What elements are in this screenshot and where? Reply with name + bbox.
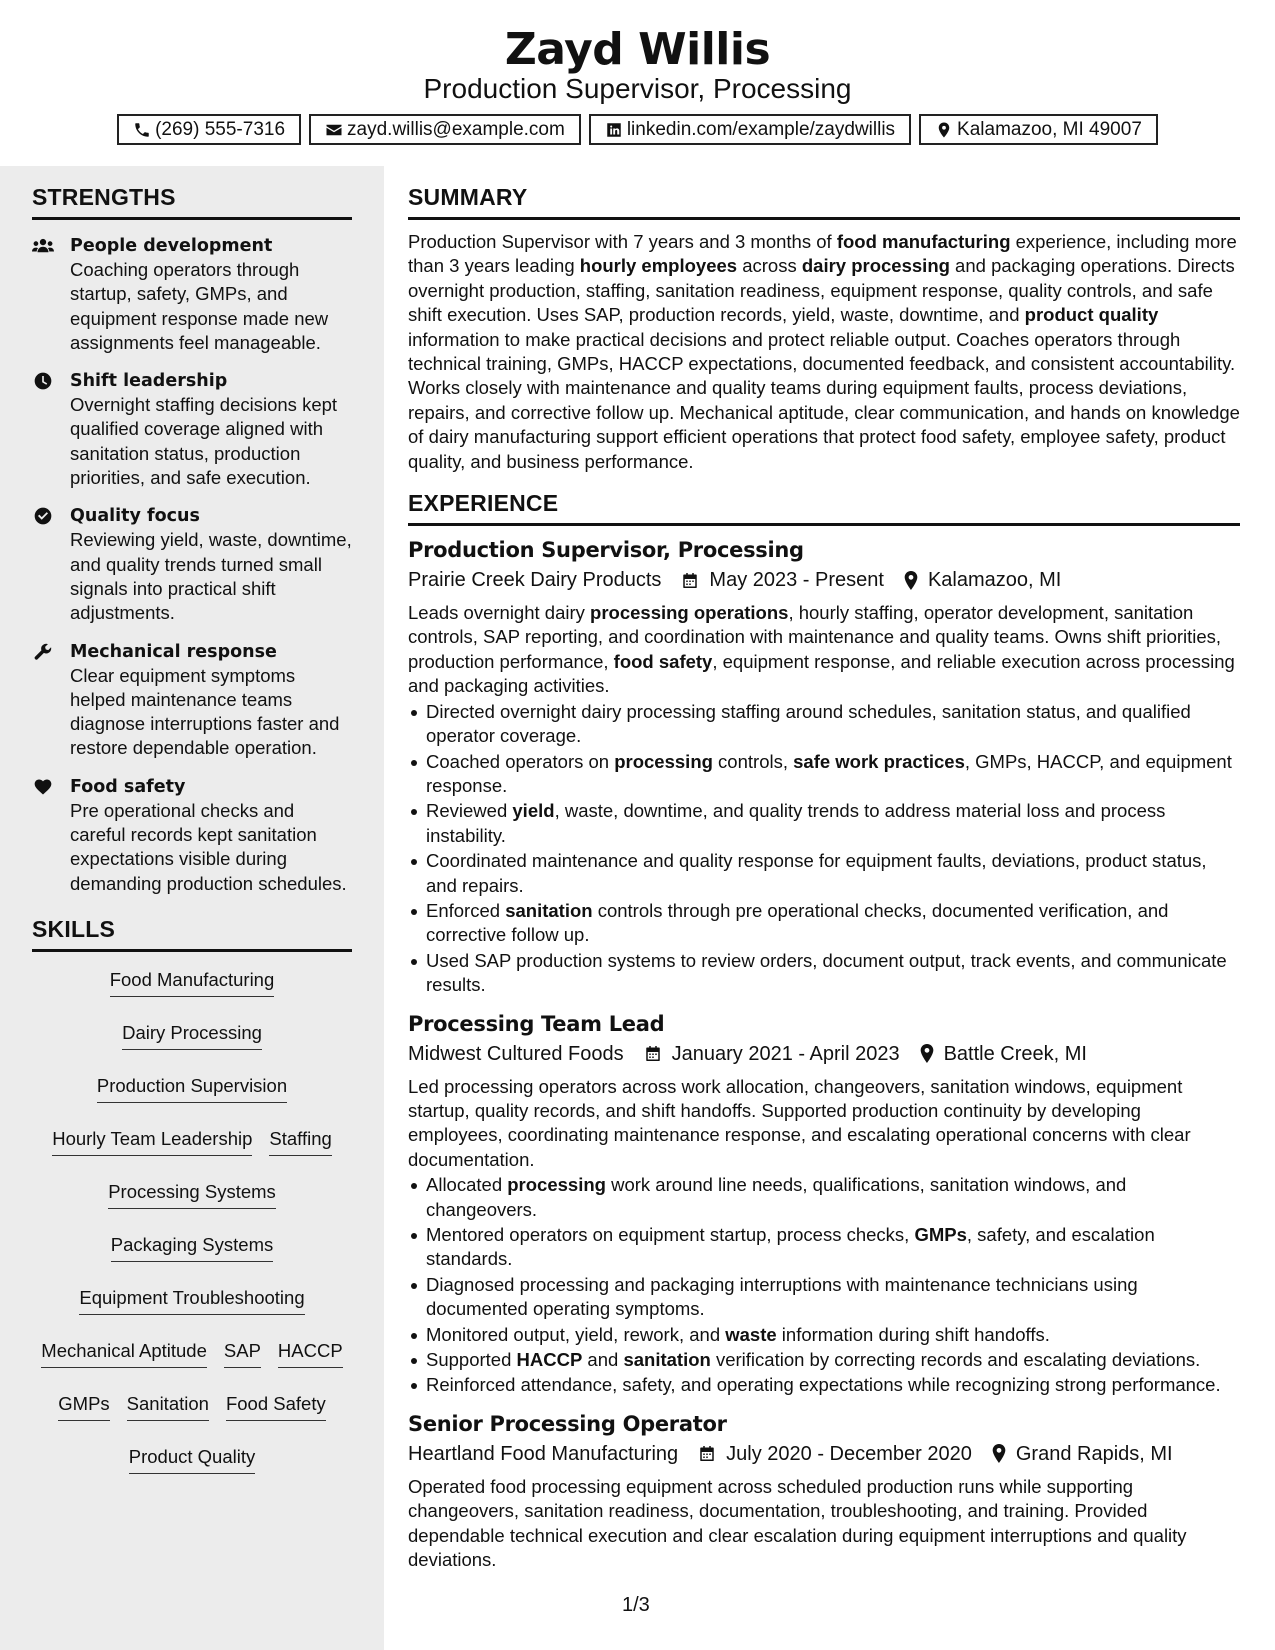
skill-tag: SAP bbox=[224, 1339, 261, 1368]
job-description: Operated food processing equipment across scheduled production runs while supporting changeovers, sanitation readiness, documentation, troubleshooting, and training. Provided dependable technical execution and clear escalation during equipment interruptions and quality deviations. bbox=[408, 1475, 1187, 1571]
job-location: Grand Rapids, MI bbox=[1015, 1442, 1173, 1465]
list-item: Diagnosed processing and packaging interruptions with maintenance technicians using documented operating symptoms. bbox=[408, 1273, 1240, 1322]
strength-title: Food safety bbox=[70, 776, 186, 797]
job-entry bbox=[408, 1410, 1240, 1573]
skill-tag: Food Safety bbox=[226, 1392, 326, 1421]
strengths-heading: STRENGTHS bbox=[32, 184, 352, 220]
list-item: Allocated processing work around line needs, qualifications, sanitation windows, and changeovers. bbox=[408, 1173, 1240, 1222]
strength-desc: Overnight staffing decisions kept qualified coverage aligned with sanitation status, production priorities, and safe execution. bbox=[70, 394, 338, 489]
map-pin-icon bbox=[992, 1444, 1006, 1463]
contact-linkedin[interactable] bbox=[589, 114, 911, 145]
strength-title: Mechanical response bbox=[70, 641, 277, 662]
clock-icon bbox=[32, 371, 54, 391]
calendar-icon bbox=[644, 1044, 662, 1063]
job-title: Production Supervisor, Processing bbox=[408, 538, 804, 563]
job-meta bbox=[408, 1039, 1240, 1069]
sidebar bbox=[0, 166, 384, 1650]
emphasis-text: dairy processing bbox=[801, 255, 950, 277]
contact-location[interactable] bbox=[919, 114, 1158, 145]
skill-tag: HACCP bbox=[278, 1339, 343, 1368]
heart-icon bbox=[32, 777, 54, 797]
users-icon bbox=[32, 236, 54, 256]
list-item: Enforced sanitation controls through pre operational checks, documented verification, and corrective follow up. bbox=[408, 899, 1240, 948]
skill-list bbox=[32, 968, 352, 1474]
experience-list bbox=[408, 536, 1240, 1572]
list-item: Monitored output, yield, rework, and waste information during shift handoffs. bbox=[408, 1323, 1240, 1347]
skill-tag: Packaging Systems bbox=[111, 1233, 273, 1262]
summary-text: Production Supervisor with 7 years and 3 months of food manufacturing experience, including more than 3 years leading hourly employees across dairy processing and packaging operations. Directs overnight production, staffing, sanitation readiness, equipment response, quality controls, and safe shift execution. Uses SAP, production records, yield, waste, downtime, and product quality information to make practical decisions and protect reliable output. Coaches operators through technical training, GMPs, HACCP expectations, documented feedback, and consistent accountability. Works closely with maintenance and quality teams during equipment faults, process deviations, repairs, and corrective follow up. Mechanical aptitude, clear communication, and hands on knowledge of dairy manufacturing support efficient operations that protect food safety, employee safety, product quality, and business performance. bbox=[408, 231, 1240, 472]
wrench-icon bbox=[32, 642, 54, 662]
strength-item bbox=[32, 369, 352, 490]
strength-item bbox=[32, 775, 352, 896]
strength-desc: Coaching operators through startup, safety, GMPs, and equipment response made new assignments feel manageable. bbox=[70, 259, 329, 353]
summary-heading: SUMMARY bbox=[408, 184, 1240, 220]
candidate-name: Zayd Willis bbox=[504, 24, 771, 75]
skills-section bbox=[32, 916, 352, 1474]
contact-email[interactable] bbox=[309, 114, 581, 145]
map-pin-icon bbox=[920, 1044, 934, 1063]
skills-heading: SKILLS bbox=[32, 916, 352, 952]
strength-item bbox=[32, 504, 352, 625]
strength-item bbox=[32, 234, 352, 355]
envelope-icon bbox=[325, 121, 343, 139]
job-company: Heartland Food Manufacturing bbox=[408, 1442, 679, 1465]
strength-desc: Pre operational checks and careful records kept sanitation expectations visible during demanding production schedules. bbox=[70, 799, 347, 894]
emphasis-text: processing bbox=[507, 1174, 606, 1196]
linkedin-icon bbox=[605, 121, 623, 139]
job-entry bbox=[408, 1010, 1240, 1398]
job-meta bbox=[408, 1439, 1240, 1469]
emphasis-text: sanitation bbox=[505, 899, 593, 921]
contact-phone[interactable] bbox=[117, 114, 301, 145]
emphasis-text: processing bbox=[614, 750, 713, 772]
check-circle-icon bbox=[32, 506, 54, 526]
job-meta bbox=[408, 565, 1240, 595]
list-item: Mentored operators on equipment startup, process checks, GMPs, safety, and escalation standards. bbox=[408, 1223, 1240, 1272]
contact-email-text: zayd.willis@example.com bbox=[347, 118, 565, 140]
contact-location-text: Kalamazoo, MI 49007 bbox=[957, 118, 1142, 140]
strength-desc: Clear equipment symptoms helped maintenance teams diagnose interruptions faster and restore dependable operation. bbox=[70, 664, 340, 759]
job-title: Senior Processing Operator bbox=[408, 1411, 727, 1436]
skill-tag: Dairy Processing bbox=[122, 1021, 262, 1050]
page-number: 1/3 bbox=[622, 1594, 650, 1616]
calendar-icon bbox=[681, 571, 699, 590]
strength-desc: Reviewing yield, waste, downtime, and quality trends turned small signals into practical shift adjustments. bbox=[70, 529, 352, 624]
skill-tag: Product Quality bbox=[129, 1445, 255, 1474]
job-title: Processing Team Lead bbox=[408, 1011, 665, 1036]
job-dates: July 2020 - December 2020 bbox=[726, 1442, 972, 1465]
list-item: Reinforced attendance, safety, and operating expectations while recognizing strong performance. bbox=[408, 1373, 1240, 1397]
contact-bar bbox=[0, 114, 1275, 145]
emphasis-text: sanitation bbox=[623, 1349, 711, 1371]
strength-title: Shift leadership bbox=[70, 371, 228, 392]
job-description: Leads overnight dairy processing operations, hourly staffing, operator development, sanitation controls, SAP reporting, and coordination with maintenance and quality teams. Owns shift priorities, production performance, food safety, equipment response, and reliable execution across processing and packaging activities. bbox=[408, 602, 1235, 697]
list-item: Reviewed yield, waste, downtime, and quality trends to address material loss and process instability. bbox=[408, 799, 1240, 848]
job-dates: January 2021 - April 2023 bbox=[671, 1042, 900, 1065]
map-pin-icon bbox=[904, 571, 918, 590]
job-company: Prairie Creek Dairy Products bbox=[408, 569, 662, 592]
job-bullets bbox=[408, 1173, 1240, 1398]
phone-icon bbox=[133, 121, 151, 139]
emphasis-text: safe work practices bbox=[793, 750, 965, 772]
list-item: Coached operators on processing controls, safe work practices, GMPs, HACCP, and equipment response. bbox=[408, 750, 1240, 799]
skill-tag: Sanitation bbox=[127, 1392, 209, 1421]
emphasis-text: hourly employees bbox=[579, 255, 738, 277]
strength-title: People development bbox=[70, 236, 273, 256]
list-item: Used SAP production systems to review orders, document output, track events, and communicate results. bbox=[408, 949, 1240, 998]
skill-tag: Mechanical Aptitude bbox=[41, 1339, 207, 1368]
emphasis-text: yield bbox=[512, 800, 555, 822]
candidate-title: Production Supervisor, Processing bbox=[423, 73, 852, 104]
job-location: Battle Creek, MI bbox=[943, 1042, 1087, 1065]
job-bullets bbox=[408, 700, 1240, 998]
resume-header bbox=[0, 0, 1275, 166]
strength-title: Quality focus bbox=[70, 506, 200, 527]
main-column bbox=[408, 166, 1240, 1572]
skill-tag: Staffing bbox=[269, 1127, 331, 1156]
strength-item bbox=[32, 640, 352, 761]
emphasis-text: processing operations bbox=[590, 602, 789, 624]
list-item: Directed overnight dairy processing staffing around schedules, sanitation status, and qualified operator coverage. bbox=[408, 700, 1240, 749]
contact-phone-text: (269) 555-7316 bbox=[155, 118, 286, 140]
emphasis-text: HACCP bbox=[516, 1349, 583, 1371]
emphasis-text: product quality bbox=[1024, 304, 1159, 326]
map-pin-icon bbox=[935, 121, 953, 139]
emphasis-text: GMPs bbox=[914, 1224, 967, 1245]
calendar-icon bbox=[698, 1444, 716, 1463]
emphasis-text: waste bbox=[725, 1323, 777, 1345]
job-company: Midwest Cultured Foods bbox=[408, 1042, 624, 1065]
list-item: Supported HACCP and sanitation verification by correcting records and escalating deviations. bbox=[408, 1348, 1240, 1372]
skill-tag: Food Manufacturing bbox=[110, 968, 275, 997]
emphasis-text: food manufacturing bbox=[836, 231, 1011, 252]
skill-tag: Equipment Troubleshooting bbox=[79, 1286, 304, 1315]
emphasis-text: food safety bbox=[613, 650, 713, 672]
skill-tag: GMPs bbox=[58, 1392, 109, 1421]
job-dates: May 2023 - Present bbox=[709, 569, 884, 592]
job-location: Kalamazoo, MI bbox=[927, 569, 1062, 592]
list-item: Coordinated maintenance and quality response for equipment faults, deviations, product status, and repairs. bbox=[408, 849, 1240, 898]
skill-tag: Production Supervision bbox=[97, 1074, 287, 1103]
skill-tag: Hourly Team Leadership bbox=[52, 1127, 252, 1156]
job-description: Led processing operators across work allocation, changeovers, sanitation windows, equipment startup, quality records, and shift handoffs. Supported production continuity by developing employees, coordinating maintenance response, and escalating operational concerns with clear documentation. bbox=[408, 1075, 1191, 1170]
job-entry bbox=[408, 536, 1240, 998]
contact-linkedin-text: linkedin.com/example/zaydwillis bbox=[626, 118, 896, 140]
skill-tag: Processing Systems bbox=[108, 1180, 276, 1209]
experience-heading: EXPERIENCE bbox=[408, 490, 1240, 526]
